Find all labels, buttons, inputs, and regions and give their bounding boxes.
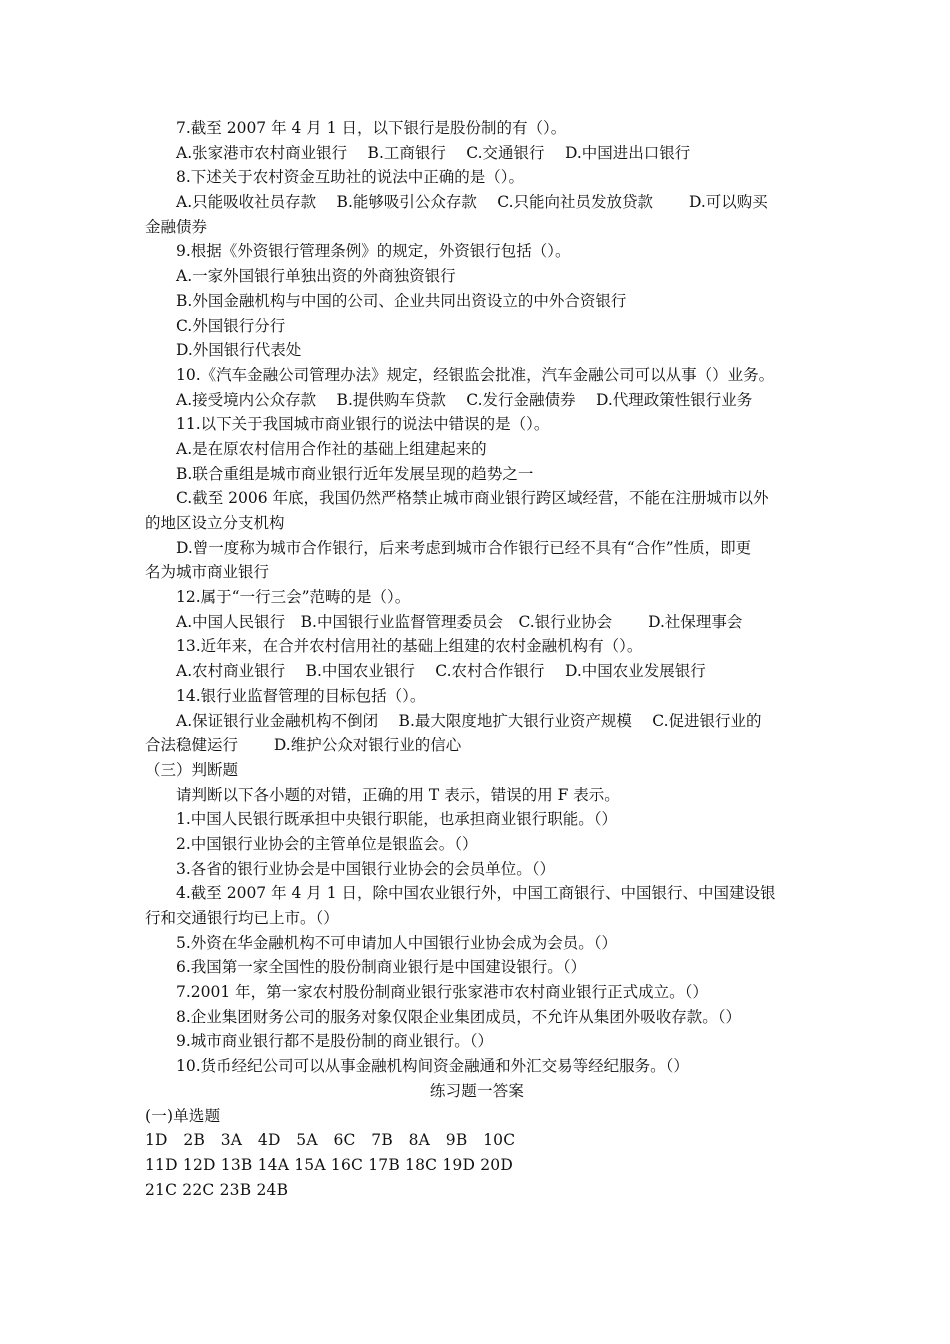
text-line: A.保证银行业金融机构不倒闭 B.最大限度地扩大银行业资产规模 C.促进银行业的 (176, 711, 762, 730)
text-line: A.农村商业银行 B.中国农业银行 C.农村合作银行 D.中国农业发展银行 (176, 662, 706, 681)
question-list (145, 116, 809, 1079)
text-line: 10.货币经纪公司可以从事金融机构间资金融通和外汇交易等经纪服务。（） (176, 1057, 689, 1076)
text-line: 8.下述关于农村资金互助社的说法中正确的是（）。 (176, 168, 525, 187)
text-line: A.接受境内公众存款 B.提供购车贷款 C.发行金融债券 D.代理政策性银行业务 (176, 390, 753, 409)
text-line: 3.各省的银行业协会是中国银行业协会的会员单位。（） (176, 859, 556, 878)
text-line: 14.银行业监督管理的目标包括（）。 (176, 686, 426, 705)
answers-title: 练习题一答案 (429, 1081, 525, 1100)
answers-section-label: (一)单选题 (145, 1106, 221, 1125)
text-line: A.只能吸收社员存款 B.能够吸引公众存款 C.只能向社员发放贷款 D.可以购买 (176, 193, 768, 212)
text-line: 7.2001 年，第一家农村股份制商业银行张家港市农村商业银行正式成立。（） (176, 983, 708, 1002)
text-line: D.外国银行代表处 (176, 341, 302, 360)
text-line: 10.《汽车金融公司管理办法》规定，经银监会批准，汽车金融公司可以从事（）业务。 (176, 365, 775, 384)
text-line: 名为城市商业银行 (145, 563, 270, 582)
text-line: 12.属于“一行三会”范畴的是（）。 (176, 588, 411, 607)
text-line: 11.以下关于我国城市商业银行的说法中错误的是（）。 (176, 415, 550, 434)
text-line: 的地区设立分支机构 (145, 514, 285, 532)
text-line: 9.城市商业银行都不是股份制的商业银行。（） (176, 1032, 494, 1051)
text-line: A.一家外国银行单独出资的外商独资银行 (176, 267, 456, 286)
answers-row: 21C 22C 23B 24B (145, 1180, 289, 1199)
text-line: （三）判断题 (145, 760, 239, 779)
text-line: A.张家港市农村商业银行 B.工商银行 C.交通银行 D.中国进出口银行 (176, 143, 691, 162)
text-line: 行和交通银行均已上市。（） (145, 909, 339, 927)
text-line: 5.外资在华金融机构不可申请加人中国银行业协会成为会员。（） (176, 933, 618, 952)
text-line: 8.企业集团财务公司的服务对象仅限企业集团成员，不允许从集团外吸收存款。（） (176, 1007, 742, 1026)
text-line: 6.我国第一家全国性的股份制商业银行是中国建设银行。（） (176, 958, 587, 977)
answer-section (145, 1079, 809, 1202)
text-line: 请判断以下各小题的对错，正确的用 T 表示，错误的用 F 表示。 (176, 785, 620, 804)
text-line: C.外国银行分行 (176, 316, 286, 335)
text-line: A.中国人民银行 B.中国银行业监督管理委员会 C.银行业协会 D.社保理事会 (176, 612, 743, 631)
text-line: 9.根据《外资银行管理条例》的规定，外资银行包括（）。 (176, 242, 571, 261)
text-line: B.联合重组是城市商业银行近年发展呈现的趋势之一 (176, 464, 534, 483)
text-line: A.是在原农村信用合作社的基础上组建起来的 (176, 439, 487, 458)
text-line: 1.中国人民银行既承担中央银行职能，也承担商业银行职能。（） (176, 810, 618, 829)
text-line: 13.近年来，在合并农村信用社的基础上组建的农村金融机构有（）。 (176, 637, 643, 656)
text-line: 2.中国银行业协会的主管单位是银监会。（） (176, 834, 478, 853)
answers-row: 11D 12D 13B 14A 15A 16C 17B 18C 19D 20D (145, 1155, 513, 1174)
text-line: C.截至 2006 年底，我国仍然严格禁止城市商业银行跨区域经营，不能在注册城市以外 (176, 489, 769, 508)
text-line: 金融债券 (145, 217, 208, 236)
document-body (145, 116, 809, 1202)
answers-row: 1D 2B 3A 4D 5A 6C 7B 8A 9B 10C (145, 1131, 516, 1150)
text-line: D.曾一度称为城市合作银行，后来考虑到城市合作银行已经不具有“合作”性质，即更 (176, 538, 752, 557)
text-line: B.外国金融机构与中国的公司、企业共同出资设立的中外合资银行 (176, 291, 627, 310)
text-line: 合法稳健运行 D.维护公众对银行业的信心 (145, 736, 462, 755)
text-line: 4.截至 2007 年 4 月 1 日，除中国农业银行外，中国工商银行、中国银行、中国建设银 (176, 884, 776, 903)
text-line: 7.截至 2007 年 4 月 1 日，以下银行是股份制的有（）。 (176, 119, 567, 137)
